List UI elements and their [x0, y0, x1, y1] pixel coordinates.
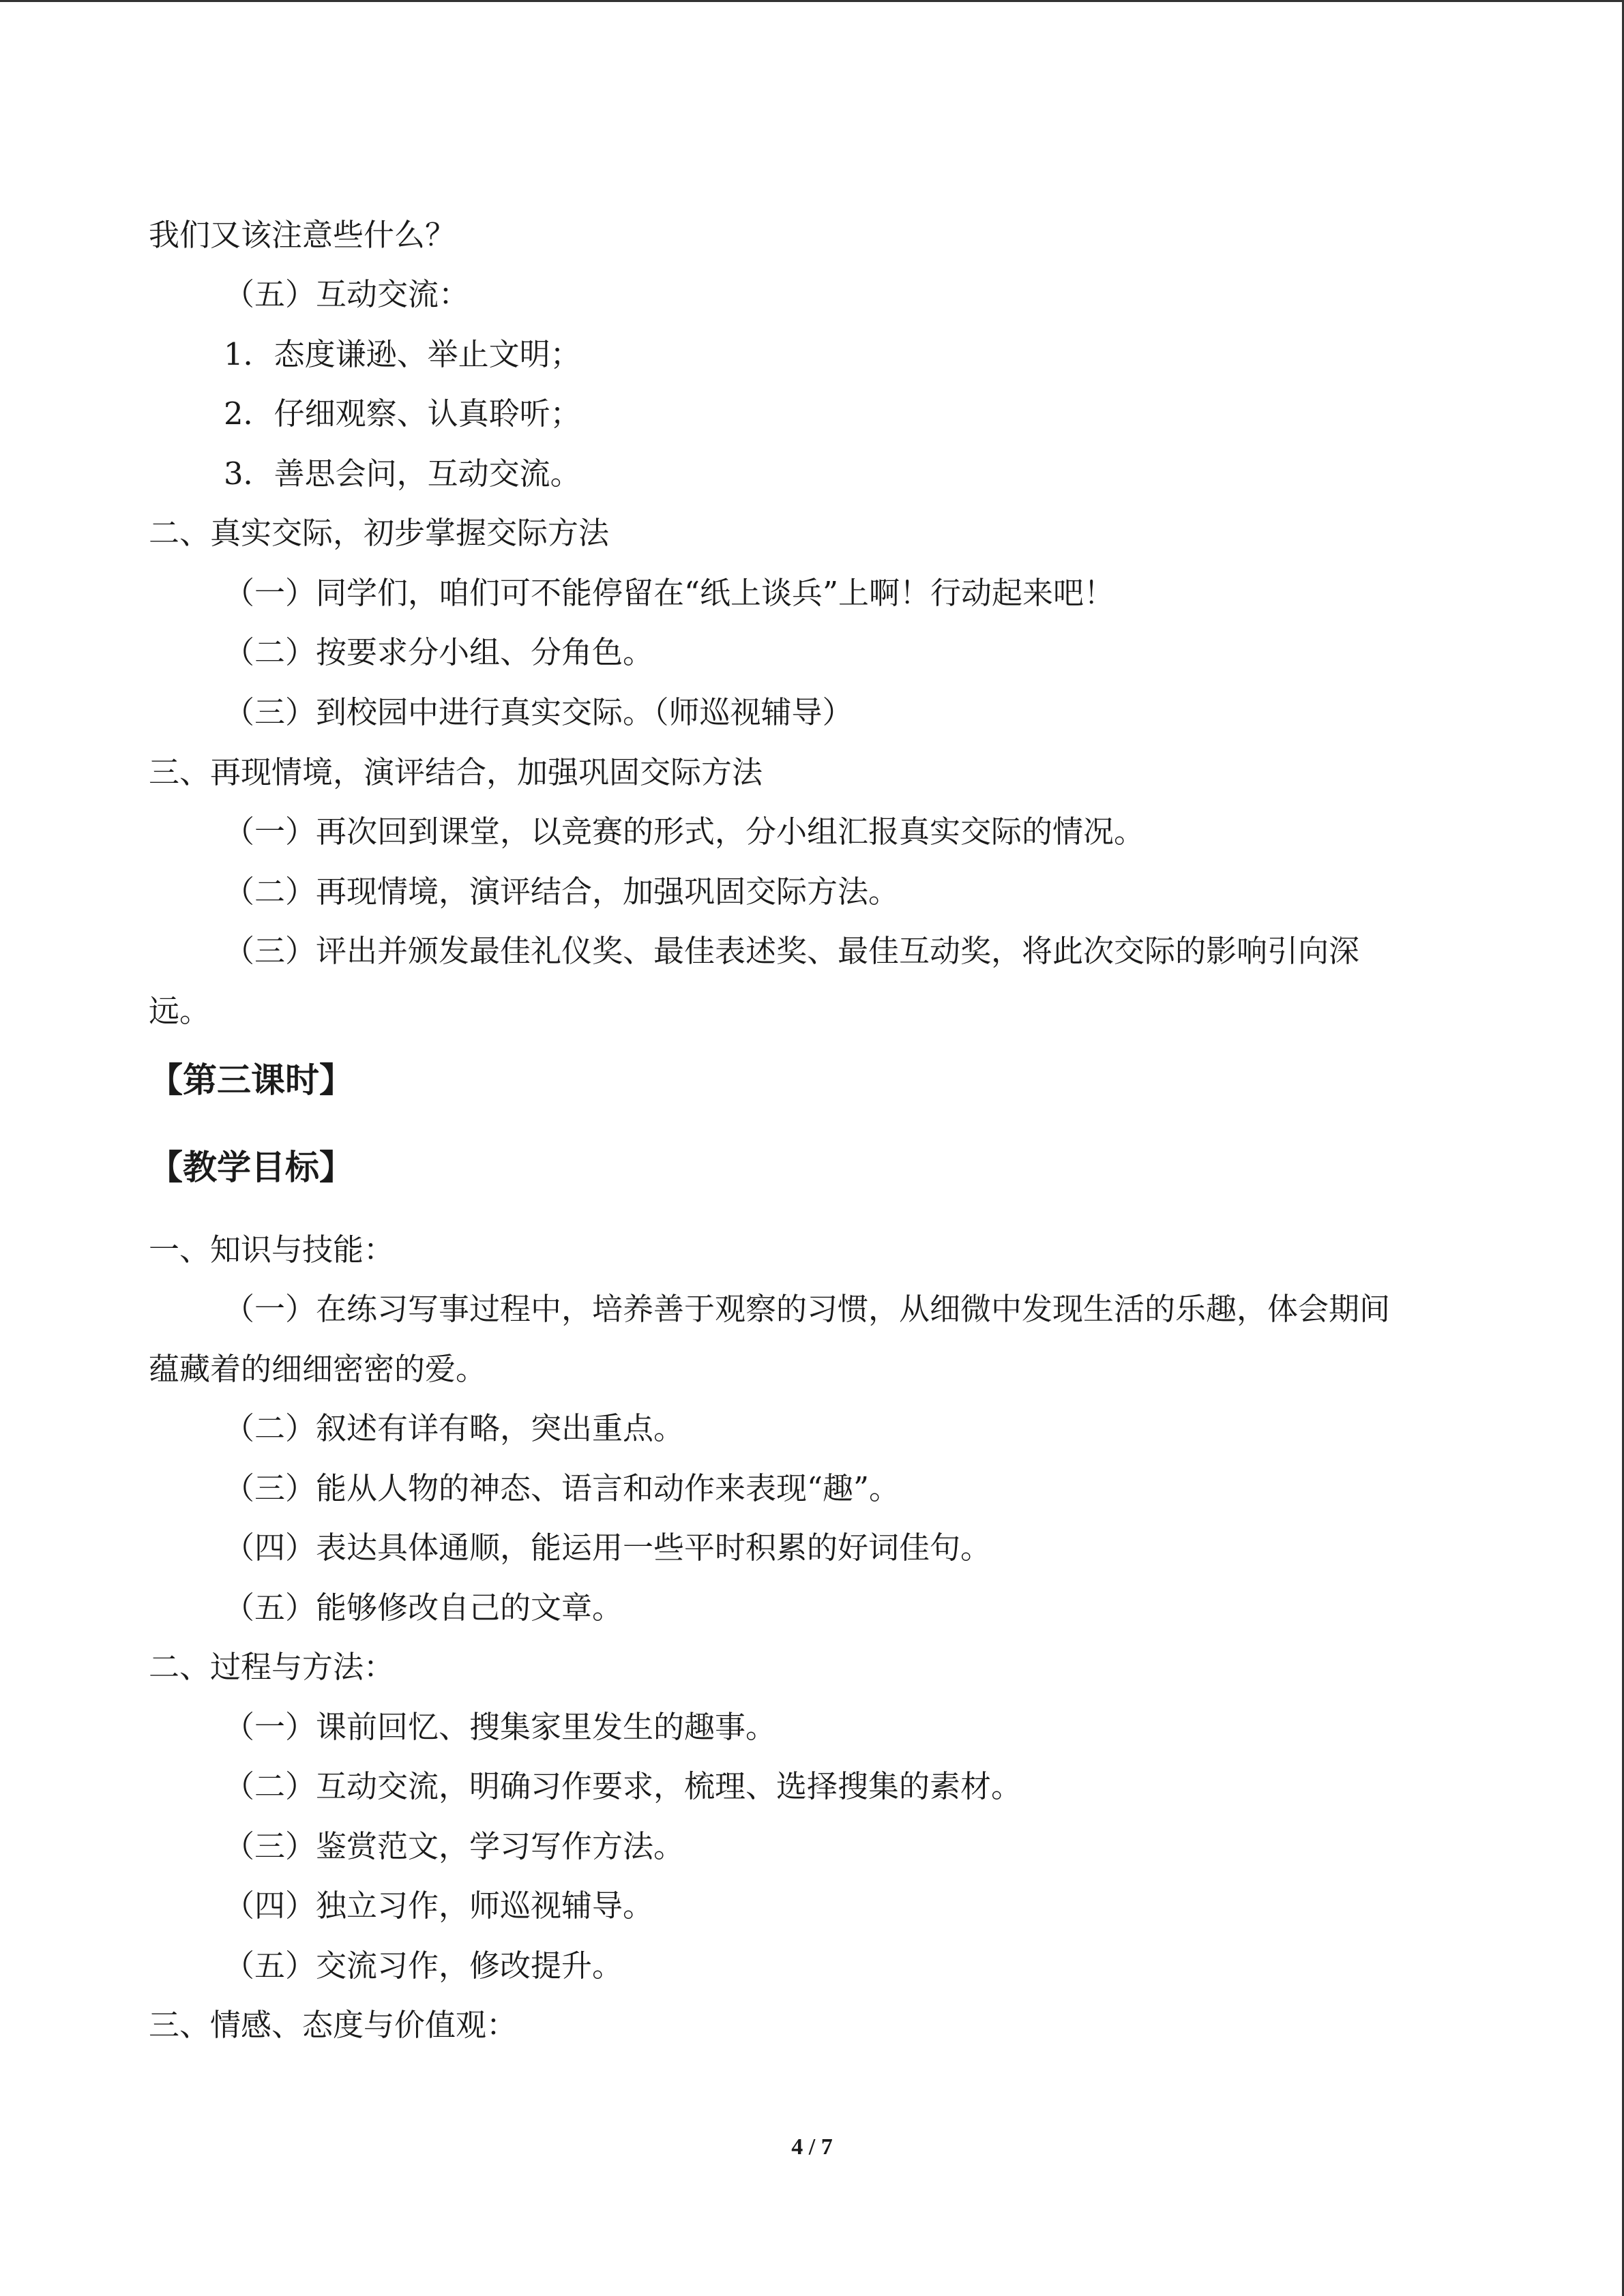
paragraph-line: 远。: [149, 993, 211, 1029]
page-number: 4 / 7: [791, 2134, 833, 2160]
list-item: 1．态度谦逊、举止文明；: [224, 336, 581, 372]
section-heading: 三、再现情境，演评结合，加强巩固交际方法: [149, 754, 763, 790]
paragraph-line: 蕴藏着的细细密密的爱。: [149, 1351, 487, 1387]
paragraph-line: （二）叙述有详有略，突出重点。: [224, 1410, 685, 1446]
paragraph-line: （四）表达具体通顺，能运用一些平时积累的好词佳句。: [224, 1530, 992, 1566]
section-heading: 三、情感、态度与价值观：: [149, 2007, 518, 2043]
objectives-heading: 【教学目标】: [149, 1148, 353, 1187]
paragraph-line: （二）再现情境，演评结合，加强巩固交际方法。: [224, 874, 900, 910]
paragraph-line: （三）评出并颁发最佳礼仪奖、最佳表述奖、最佳互动奖，将此次交际的影响引向深: [224, 933, 1360, 969]
paragraph-line: （二）按要求分小组、分角色。: [224, 634, 654, 670]
paragraph-line: （一）在练习写事过程中，培养善于观察的习惯，从细微中发现生活的乐趣，体会期间: [224, 1291, 1391, 1327]
paragraph-line: （三）能从人物的神态、语言和动作来表现“趣”。: [224, 1470, 900, 1506]
paragraph-line: （三）鉴赏范文，学习写作方法。: [224, 1828, 685, 1864]
page-border-top: [0, 0, 1624, 2]
paragraph-line: （一）再次回到课堂，以竞赛的形式，分小组汇报真实交际的情况。: [224, 814, 1145, 850]
section-heading: 二、真实交际，初步掌握交际方法: [149, 515, 610, 551]
paragraph-line: （五）互动交流：: [224, 276, 470, 312]
paragraph-line: （一）课前回忆、搜集家里发生的趣事。: [224, 1709, 777, 1745]
paragraph-line: （一）同学们，咱们可不能停留在“纸上谈兵”上啊！行动起来吧！: [224, 575, 1115, 611]
paragraph-line: （五）能够修改自己的文章。: [224, 1590, 623, 1626]
paragraph-line: 我们又该注意些什么？: [149, 217, 456, 253]
list-item: 3．善思会问，互动交流。: [224, 456, 581, 492]
paragraph-line: （三）到校园中进行真实交际。（师巡视辅导）: [224, 694, 853, 730]
lesson-heading: 【第三课时】: [149, 1060, 353, 1100]
section-heading: 二、过程与方法：: [149, 1649, 395, 1685]
list-item: 2．仔细观察、认真聆听；: [224, 396, 581, 432]
section-heading: 一、知识与技能：: [149, 1232, 395, 1268]
paragraph-line: （二）互动交流，明确习作要求，梳理、选择搜集的素材。: [224, 1768, 1022, 1804]
paragraph-line: （四）独立习作，师巡视辅导。: [224, 1888, 654, 1924]
paragraph-line: （五）交流习作，修改提升。: [224, 1948, 623, 1984]
